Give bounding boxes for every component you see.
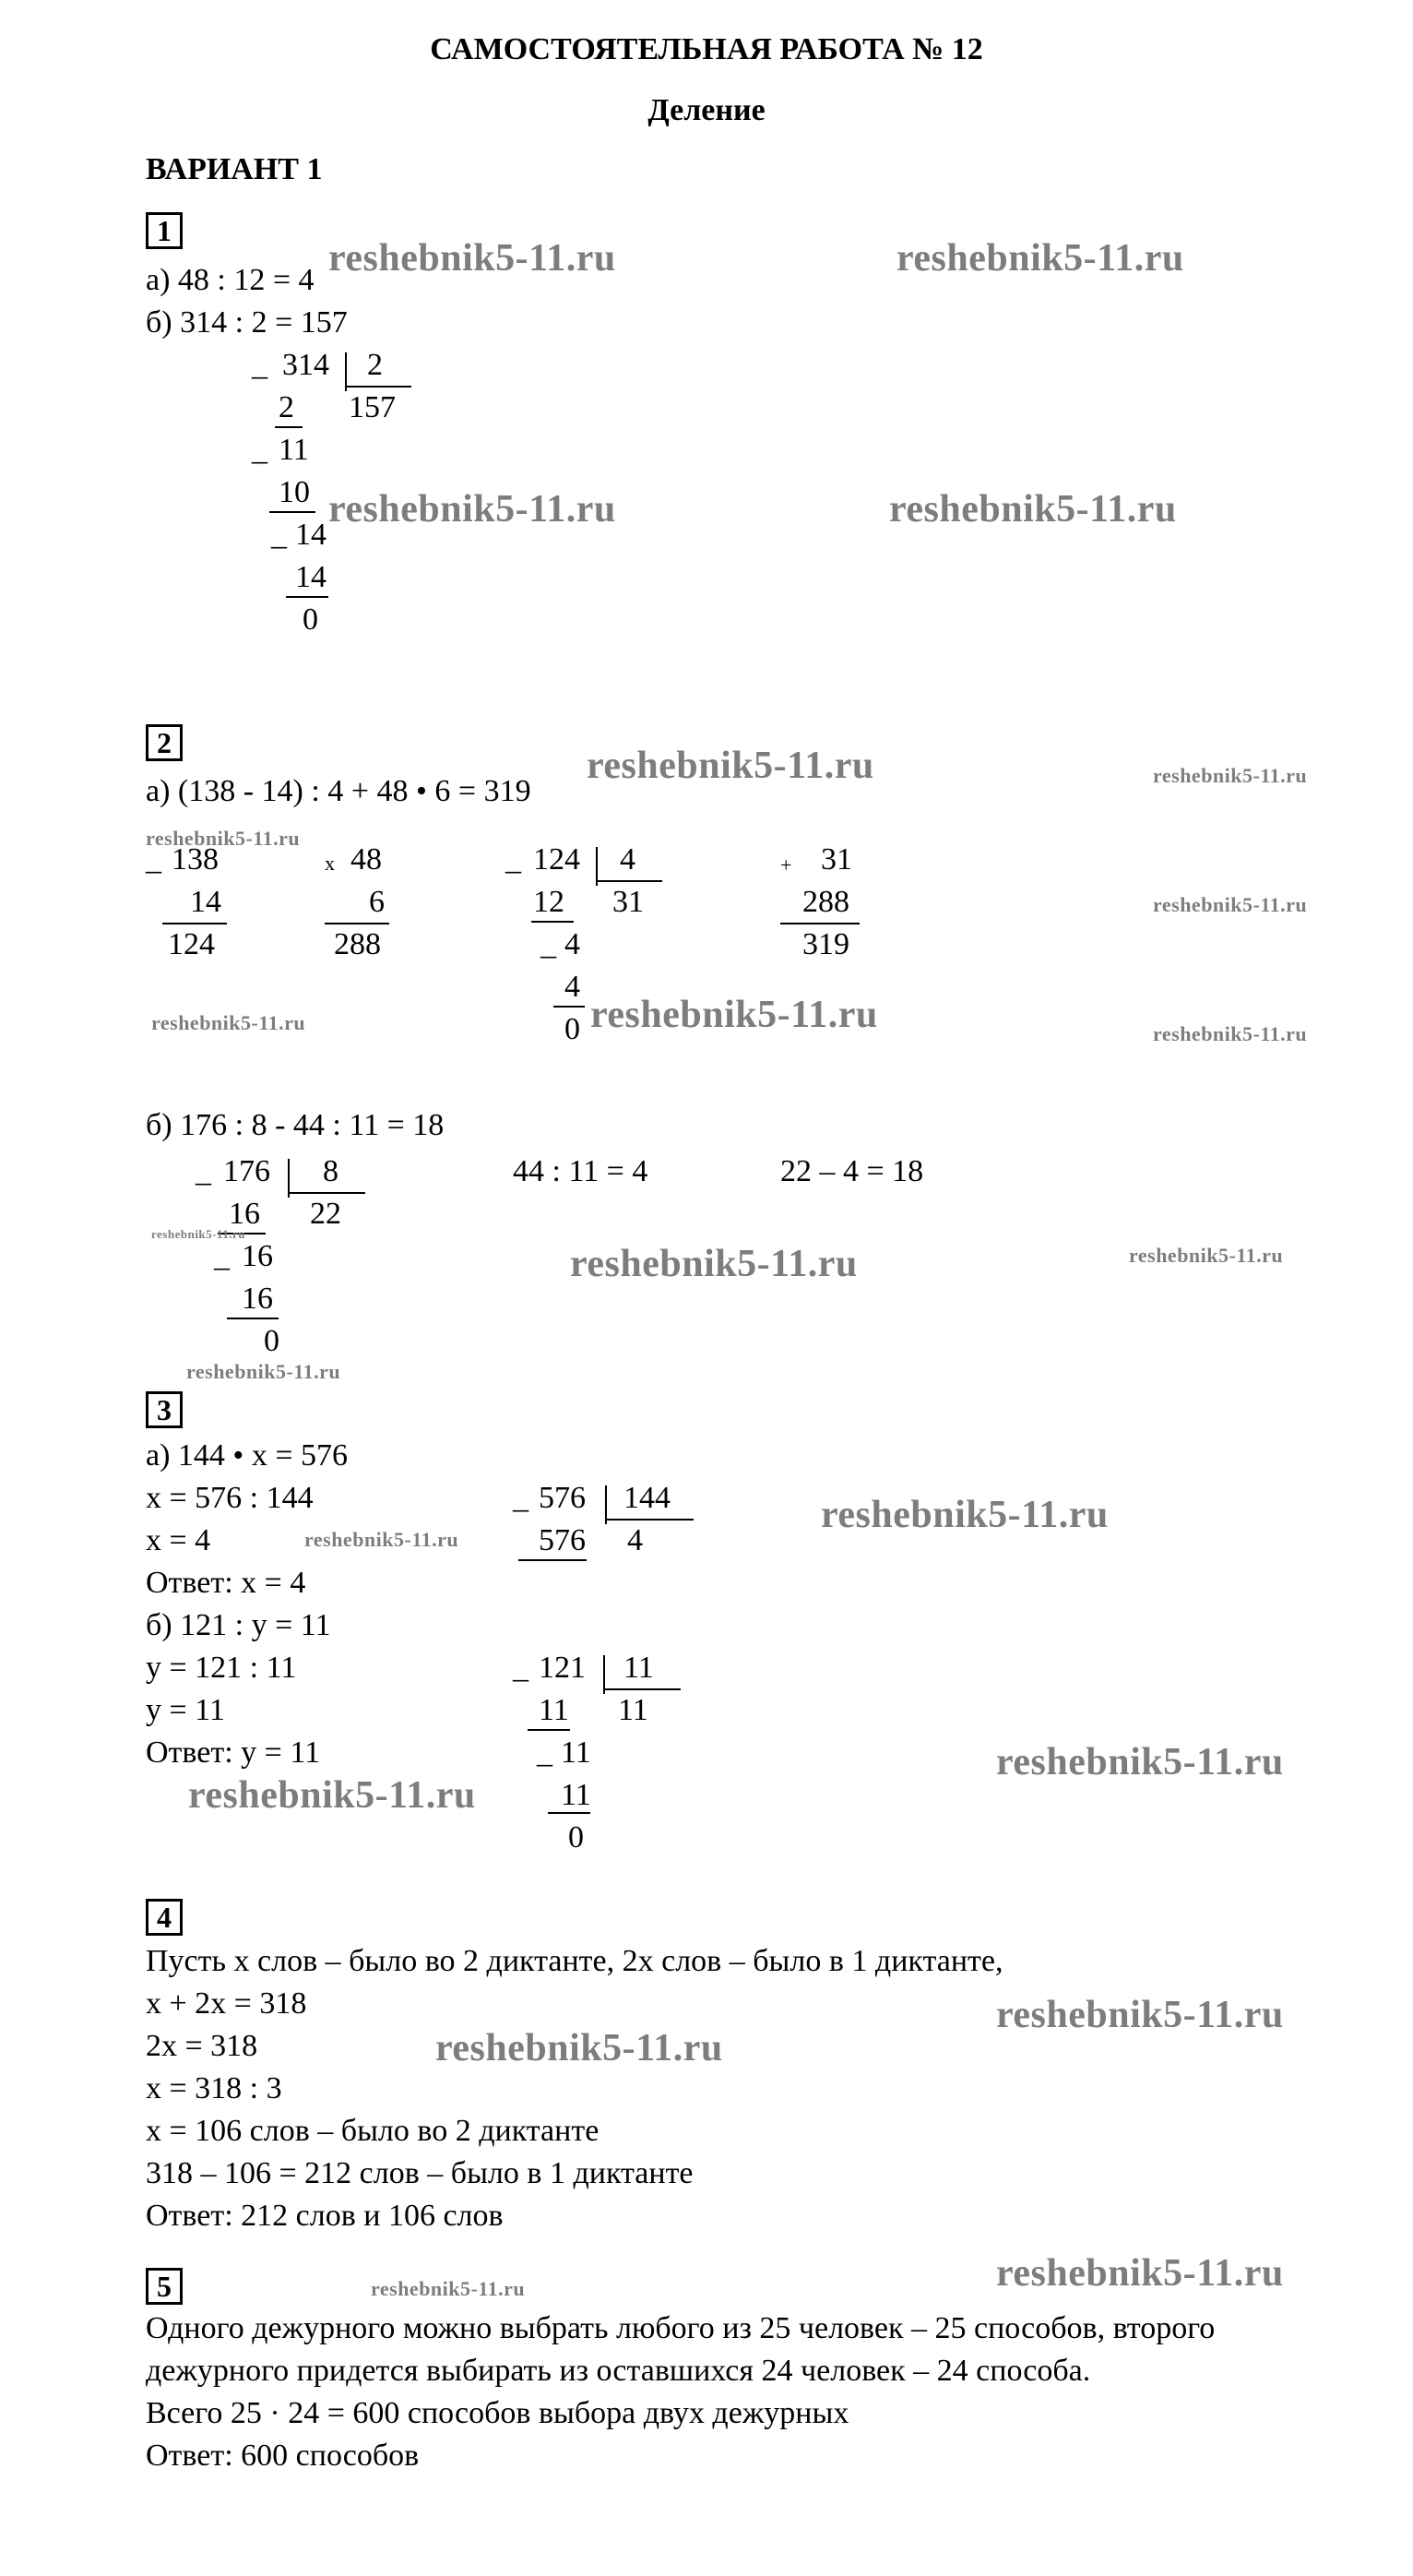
watermark: reshebnik5-11.ru: [996, 2252, 1284, 2295]
watermark: reshebnik5-11.ru: [996, 1994, 1284, 2036]
watermark: reshebnik5-11.ru: [570, 1243, 858, 1285]
watermark: reshebnik5-11.ru: [996, 1741, 1284, 1783]
task-number-1: 1: [146, 212, 183, 249]
task2-a: а) (138 - 14) : 4 + 48 • 6 = 319: [146, 774, 531, 808]
watermark: reshebnik5-11.ru: [896, 237, 1184, 280]
task4-line: x + 2x = 318: [146, 1986, 307, 2021]
watermark: reshebnik5-11.ru: [304, 1528, 459, 1551]
watermark: reshebnik5-11.ru: [151, 1011, 306, 1034]
task2-b-step3: 22 – 4 = 18: [780, 1154, 924, 1188]
watermark: reshebnik5-11.ru: [590, 994, 878, 1036]
task1-a: а) 48 : 12 = 4: [146, 263, 315, 297]
variant-label: ВАРИАНТ 1: [146, 152, 323, 186]
task-number-2: 2: [146, 724, 183, 761]
watermark: reshebnik5-11.ru: [146, 827, 301, 850]
page-title: САМОСТОЯТЕЛЬНАЯ РАБОТА № 12: [430, 32, 983, 66]
task4-answer: Ответ: 212 слов и 106 слов: [146, 2199, 504, 2233]
task2-b-step2: 44 : 11 = 4: [513, 1154, 648, 1188]
watermark: reshebnik5-11.ru: [1153, 893, 1308, 916]
watermark: reshebnik5-11.ru: [151, 1227, 246, 1241]
task4-line: 318 – 106 = 212 слов – было в 1 диктанте: [146, 2156, 694, 2190]
task-number-4: 4: [146, 1899, 183, 1936]
dividend: 314: [282, 348, 329, 382]
task4-line: 2x = 318: [146, 2029, 258, 2063]
page-subtitle: Деление: [647, 93, 766, 127]
divisor: 2: [367, 348, 383, 382]
task2-b: б) 176 : 8 - 44 : 11 = 18: [146, 1108, 445, 1142]
task5-line: Всего 25 · 24 = 600 способов выбора двух дежурных: [146, 2396, 849, 2430]
task3-a-answer: Ответ: x = 4: [146, 1566, 306, 1600]
quotient: 157: [349, 390, 396, 424]
watermark: reshebnik5-11.ru: [821, 1494, 1109, 1536]
task4-line: Пусть x слов – было во 2 диктанте, 2x слов – было в 1 диктанте,: [146, 1944, 1003, 1978]
task5-line: дежурного придется выбирать из оставшихся 24 человек – 24 способа.: [146, 2354, 1091, 2388]
watermark: reshebnik5-11.ru: [587, 745, 874, 787]
watermark: reshebnik5-11.ru: [188, 1774, 476, 1817]
task3-b-answer: Ответ: y = 11: [146, 1735, 321, 1770]
task3-a: а) 144 • x = 576: [146, 1438, 348, 1473]
watermark: reshebnik5-11.ru: [371, 2277, 526, 2300]
task-number-5: 5: [146, 2268, 183, 2305]
watermark: reshebnik5-11.ru: [435, 2027, 723, 2069]
watermark: reshebnik5-11.ru: [328, 488, 616, 531]
watermark: reshebnik5-11.ru: [1129, 1244, 1284, 1267]
watermark: reshebnik5-11.ru: [1153, 1022, 1308, 1045]
task3-b: б) 121 : y = 11: [146, 1608, 331, 1642]
task4-line: x = 318 : 3: [146, 2071, 282, 2105]
task-number-3: 3: [146, 1391, 183, 1428]
watermark: reshebnik5-11.ru: [186, 1360, 341, 1383]
watermark: reshebnik5-11.ru: [328, 237, 616, 280]
watermark: reshebnik5-11.ru: [1153, 764, 1308, 787]
task5-answer: Ответ: 600 способов: [146, 2439, 420, 2473]
task5-line: Одного дежурного можно выбрать любого из 25 человек – 25 способов, второго: [146, 2311, 1216, 2345]
task4-line: x = 106 слов – было во 2 диктанте: [146, 2114, 600, 2148]
task1-b: б) 314 : 2 = 157: [146, 305, 348, 340]
watermark: reshebnik5-11.ru: [889, 488, 1177, 531]
